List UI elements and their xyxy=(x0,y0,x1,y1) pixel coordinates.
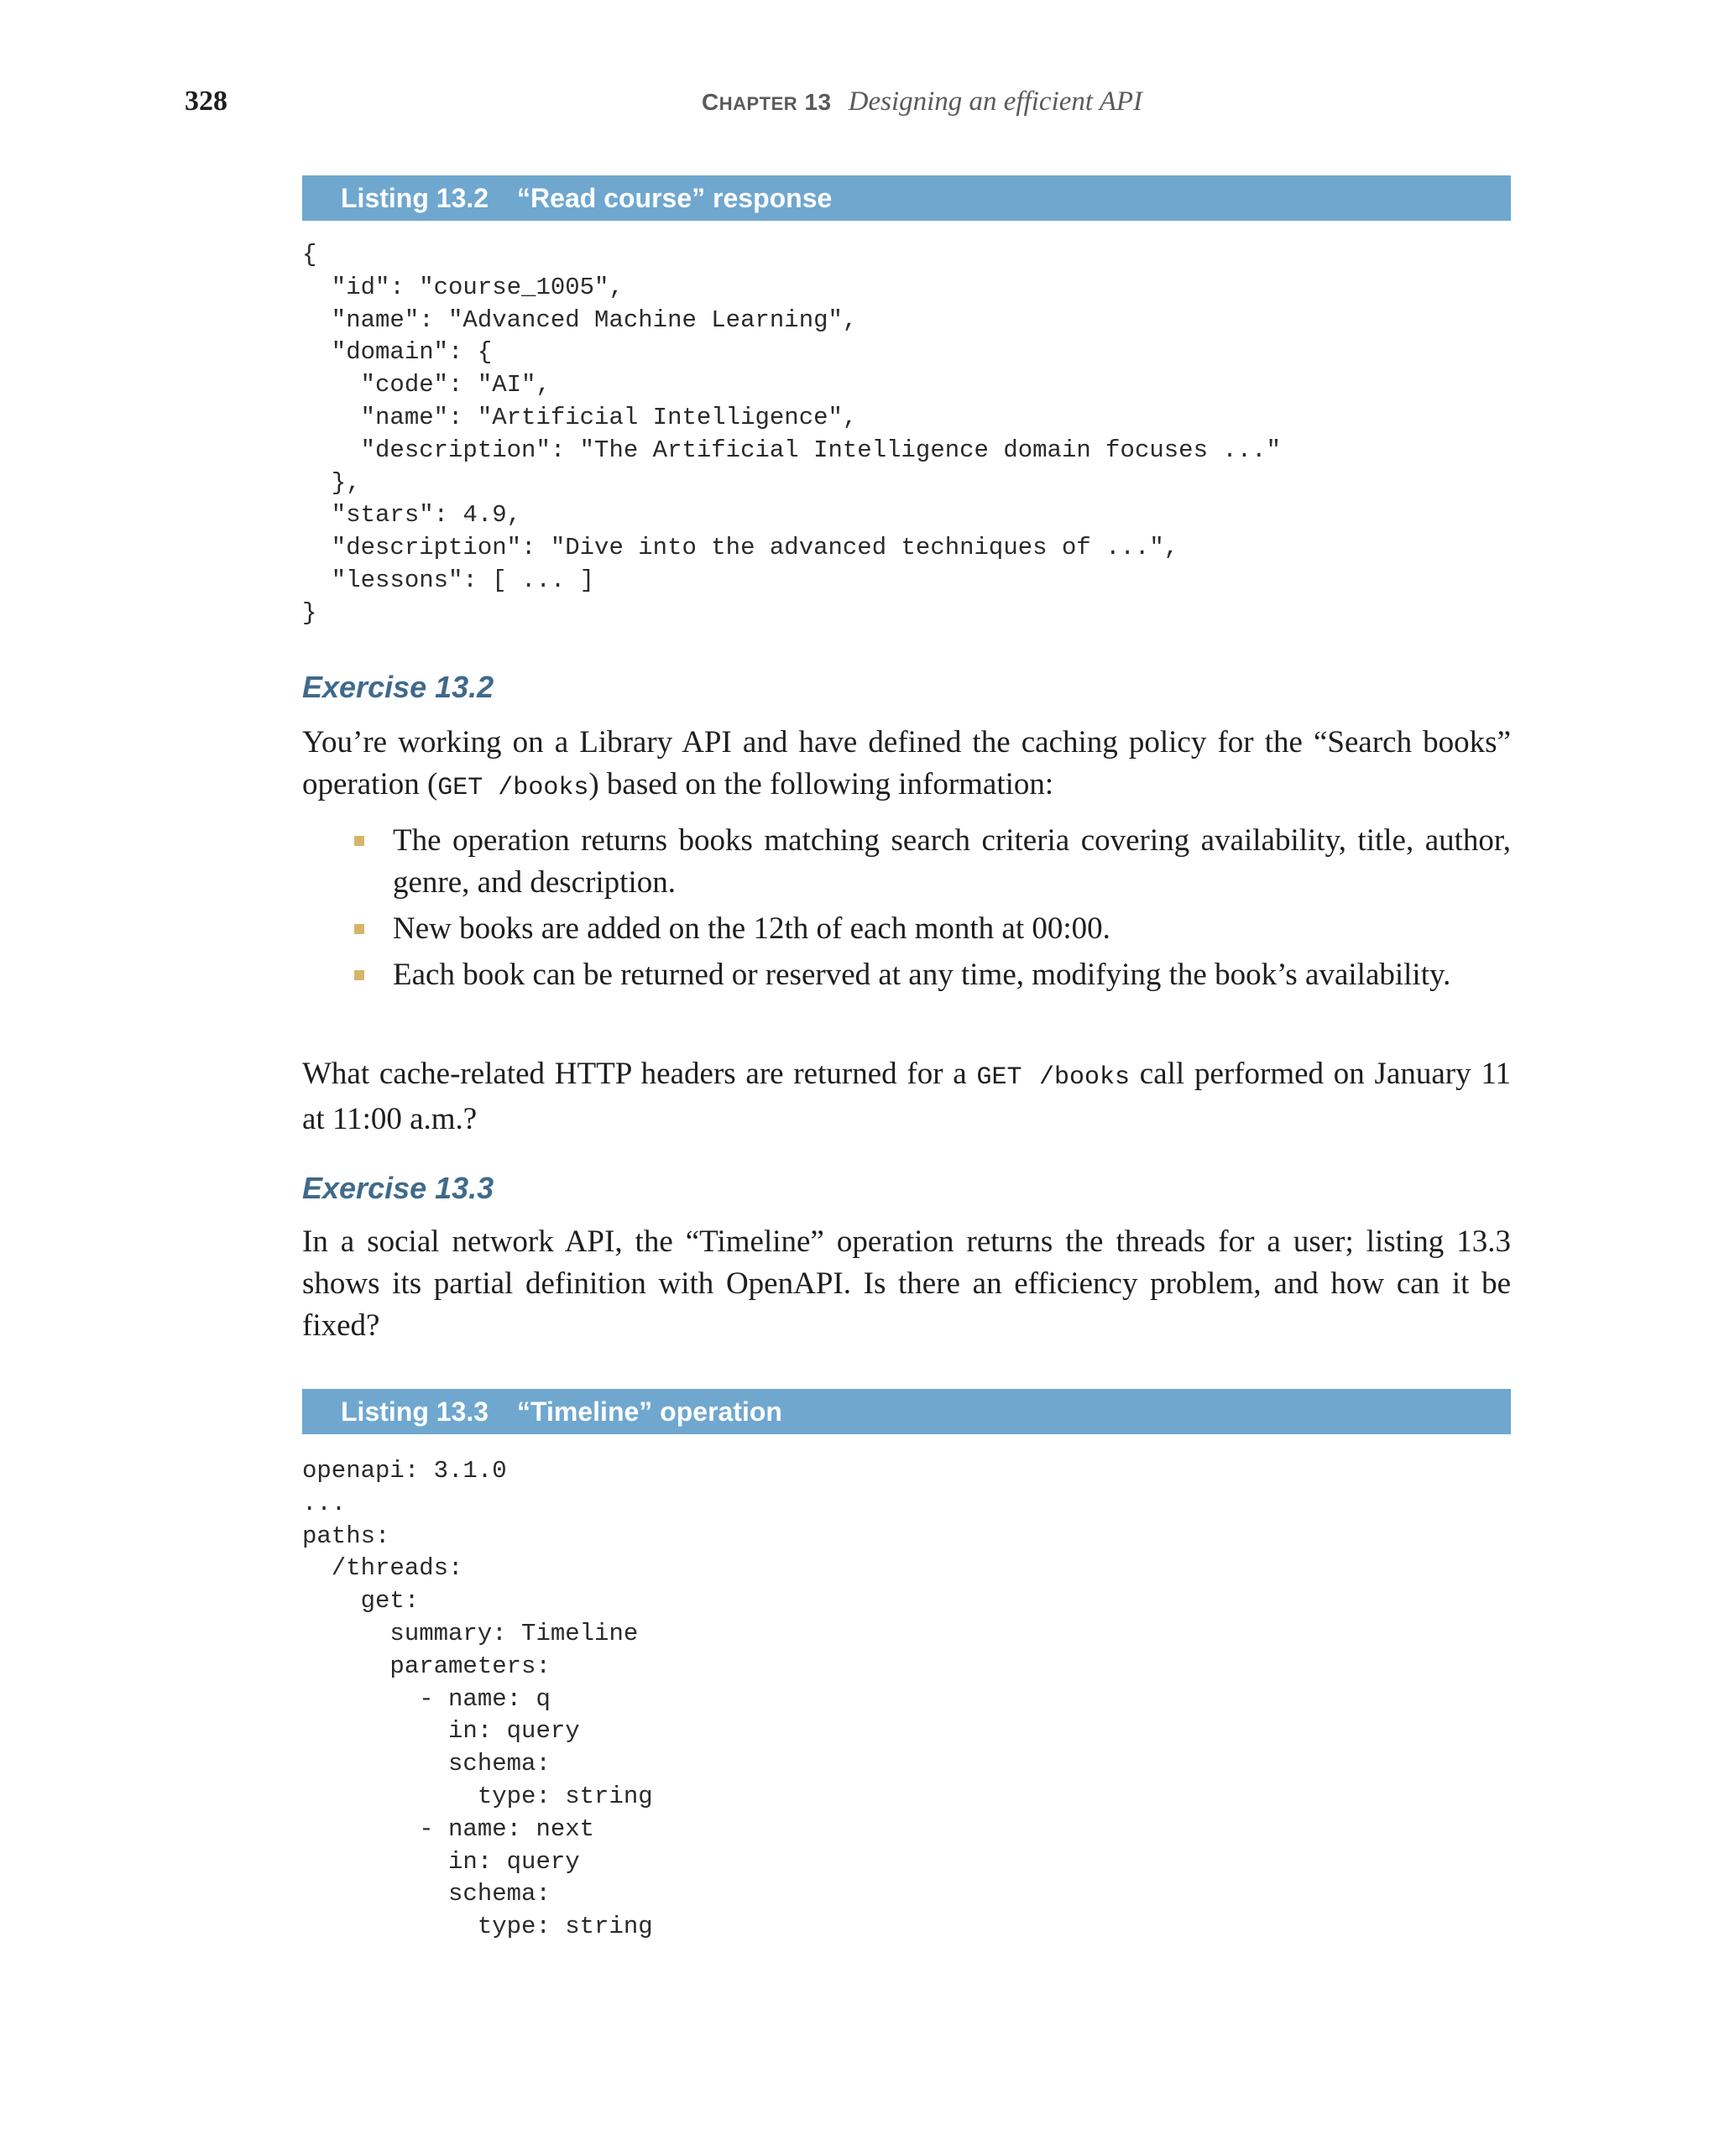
listing-number: Listing 13.3 xyxy=(341,1396,489,1427)
bullet-item xyxy=(302,908,1511,950)
intro-text-start: You’re working on a Library API and have defined the caching policy for the “Search books” operation ( xyxy=(302,725,1511,801)
chapter-label-rest: HAPTER xyxy=(718,93,798,114)
chapter-label-initial: C xyxy=(702,89,719,115)
bullet-text: Each book can be returned or reserved at any time, modifying the book’s availability. xyxy=(393,958,1451,992)
listing-title: “Timeline” operation xyxy=(517,1396,782,1427)
bullet-square-icon xyxy=(354,970,364,980)
chapter-title: Designing an efficient API xyxy=(848,86,1143,117)
chapter-number: 13 xyxy=(804,89,832,115)
exercise-13-2-bullet-list xyxy=(302,820,1511,1000)
running-head xyxy=(0,81,1719,123)
listing-13-3-title-bar xyxy=(302,1389,1511,1434)
intro-inline-code: GET /books xyxy=(437,774,589,802)
question-text-end: call performed on January 11 at 11:00 a.m.? xyxy=(302,1057,1511,1136)
bullet-text: New books are added on the 12th of each month at 00:00. xyxy=(393,911,1110,946)
exercise-13-2-question xyxy=(302,1053,1511,1141)
question-inline-code: GET /books xyxy=(976,1063,1131,1092)
exercise-13-3-heading: Exercise 13.3 xyxy=(302,1171,494,1205)
listing-title: “Read course” response xyxy=(517,183,833,213)
bullet-text: The operation returns books matching search criteria covering availability, title, author, genre, and description. xyxy=(393,823,1511,900)
page-number: 328 xyxy=(185,86,227,117)
exercise-13-3-text: In a social network API, the “Timeline” operation returns the threads for a user; listing 13.3 shows its partial definition with OpenAPI. Is there an efficiency problem, and how can it be fixed? xyxy=(302,1224,1511,1343)
listing-13-2-title-bar xyxy=(302,175,1511,221)
exercise-13-2-heading: Exercise 13.2 xyxy=(302,670,494,704)
intro-text-end: ) based on the following information: xyxy=(588,767,1054,801)
bullet-item xyxy=(302,954,1511,996)
chapter-heading xyxy=(702,81,1142,128)
bullet-item xyxy=(302,820,1511,904)
exercise-13-2-intro xyxy=(302,722,1511,809)
bullet-square-icon xyxy=(354,836,364,846)
listing-13-2-code: { "id": "course_1005", "name": "Advanced Machine Learning", "domain": { "code": "AI", "name": "Artificial Intelligence", "description": "The Artificial Intelligence domain focuses ..." }, "stars": 4.9, "description": "Dive into the advanced techniques of ...", "lessons": [ ... ] } xyxy=(302,241,1281,627)
bullet-square-icon xyxy=(354,924,364,934)
listing-number: Listing 13.2 xyxy=(341,183,489,213)
question-text-start: What cache-related HTTP headers are returned for a xyxy=(302,1057,977,1091)
listing-13-3-code: openapi: 3.1.0 ... paths: /threads: get: summary: Timeline parameters: - name: q in: query schema: type: string - name: next in: query schema: type: string xyxy=(302,1457,653,1941)
chapter-label xyxy=(702,89,832,115)
